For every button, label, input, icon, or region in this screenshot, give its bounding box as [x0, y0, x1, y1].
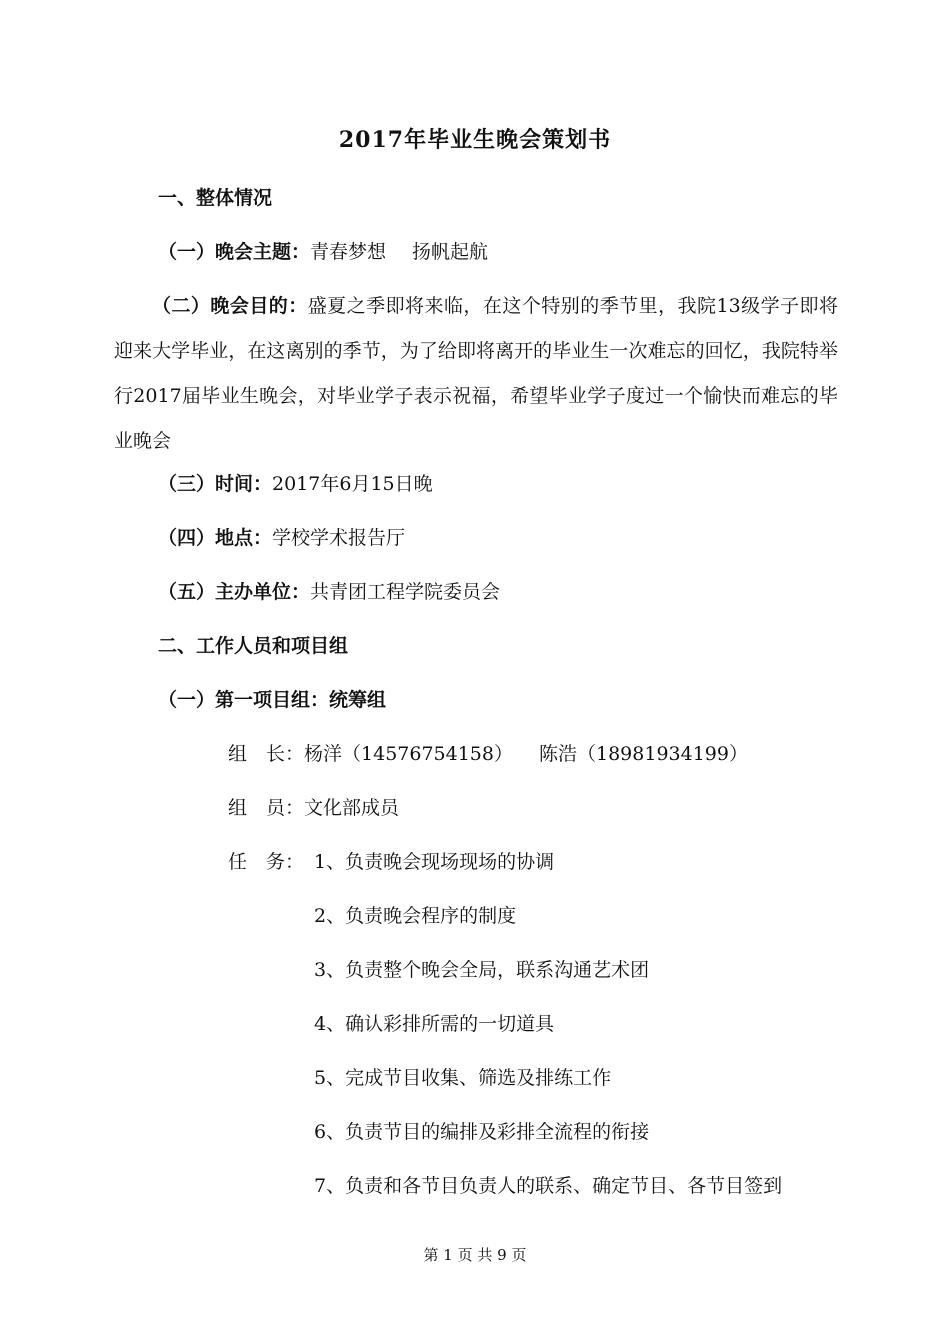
- theme-value-b: 扬帆起航: [412, 241, 489, 263]
- organizer-label: （五）主办单位：: [158, 581, 311, 603]
- organizer-line: [158, 577, 500, 607]
- section1-heading: 一、整体情况: [158, 187, 273, 209]
- task-item-2: 2、负责晚会程序的制度: [314, 905, 517, 927]
- leader-label: 组 长：: [228, 743, 305, 765]
- page-footer: 第 1 页 共 9 页: [423, 1246, 527, 1264]
- leader-value: 杨洋（14576754158）: [304, 743, 513, 765]
- task-item-6: 6、负责节目的编排及彩排全流程的衔接: [314, 1121, 650, 1143]
- organizer-value: 共青团工程学院委员会: [310, 581, 501, 603]
- task-item-1: 1、负责晚会现场现场的协调: [314, 851, 555, 873]
- section2-heading: 二、工作人员和项目组: [158, 635, 349, 657]
- time-label: （三）时间：: [158, 473, 273, 495]
- purpose-text: 盛夏之季即将来临，在这个特别的季节里，我院13级学子即将迎来大学毕业，在这离别的季节，为了给即将离开的毕业生一次难忘的回忆，我院特举行2017届毕业生晚会，对毕业学子表示祝福，希望毕业学子度过一个愉快而难忘的毕业晚会: [114, 295, 838, 452]
- time-line: [158, 469, 433, 499]
- task-item-4: 4、确认彩排所需的一切道具: [314, 1013, 555, 1035]
- purpose-paragraph: [114, 284, 838, 464]
- document-title: 2017年毕业生晚会策划书: [338, 127, 612, 153]
- theme-value-a: 青春梦想: [310, 241, 387, 263]
- members-line: [228, 793, 399, 823]
- task-item-3: 3、负责整个晚会全局，联系沟通艺术团: [314, 959, 650, 981]
- task-item-7: 7、负责和各节目负责人的联系、确定节目、各节目签到: [314, 1175, 783, 1197]
- theme-label: （一）晚会主题：: [158, 241, 311, 263]
- purpose-label: （二）晚会目的：: [152, 295, 308, 317]
- time-value: 2017年6月15日晚: [272, 473, 433, 495]
- group1-heading: （一）第一项目组：统筹组: [158, 689, 387, 711]
- leader-value2: 陈浩（18981934199）: [539, 743, 748, 765]
- place-line: [158, 523, 405, 553]
- task-item-5: 5、完成节目收集、筛选及排练工作: [314, 1067, 612, 1089]
- members-label: 组 员：: [228, 797, 305, 819]
- place-value: 学校学术报告厅: [272, 527, 406, 549]
- place-label: （四）地点：: [158, 527, 273, 549]
- leader-line: [228, 739, 748, 769]
- tasks-label: 任 务：: [228, 851, 305, 873]
- members-value: 文化部成员: [304, 797, 400, 819]
- theme-line: [158, 237, 488, 267]
